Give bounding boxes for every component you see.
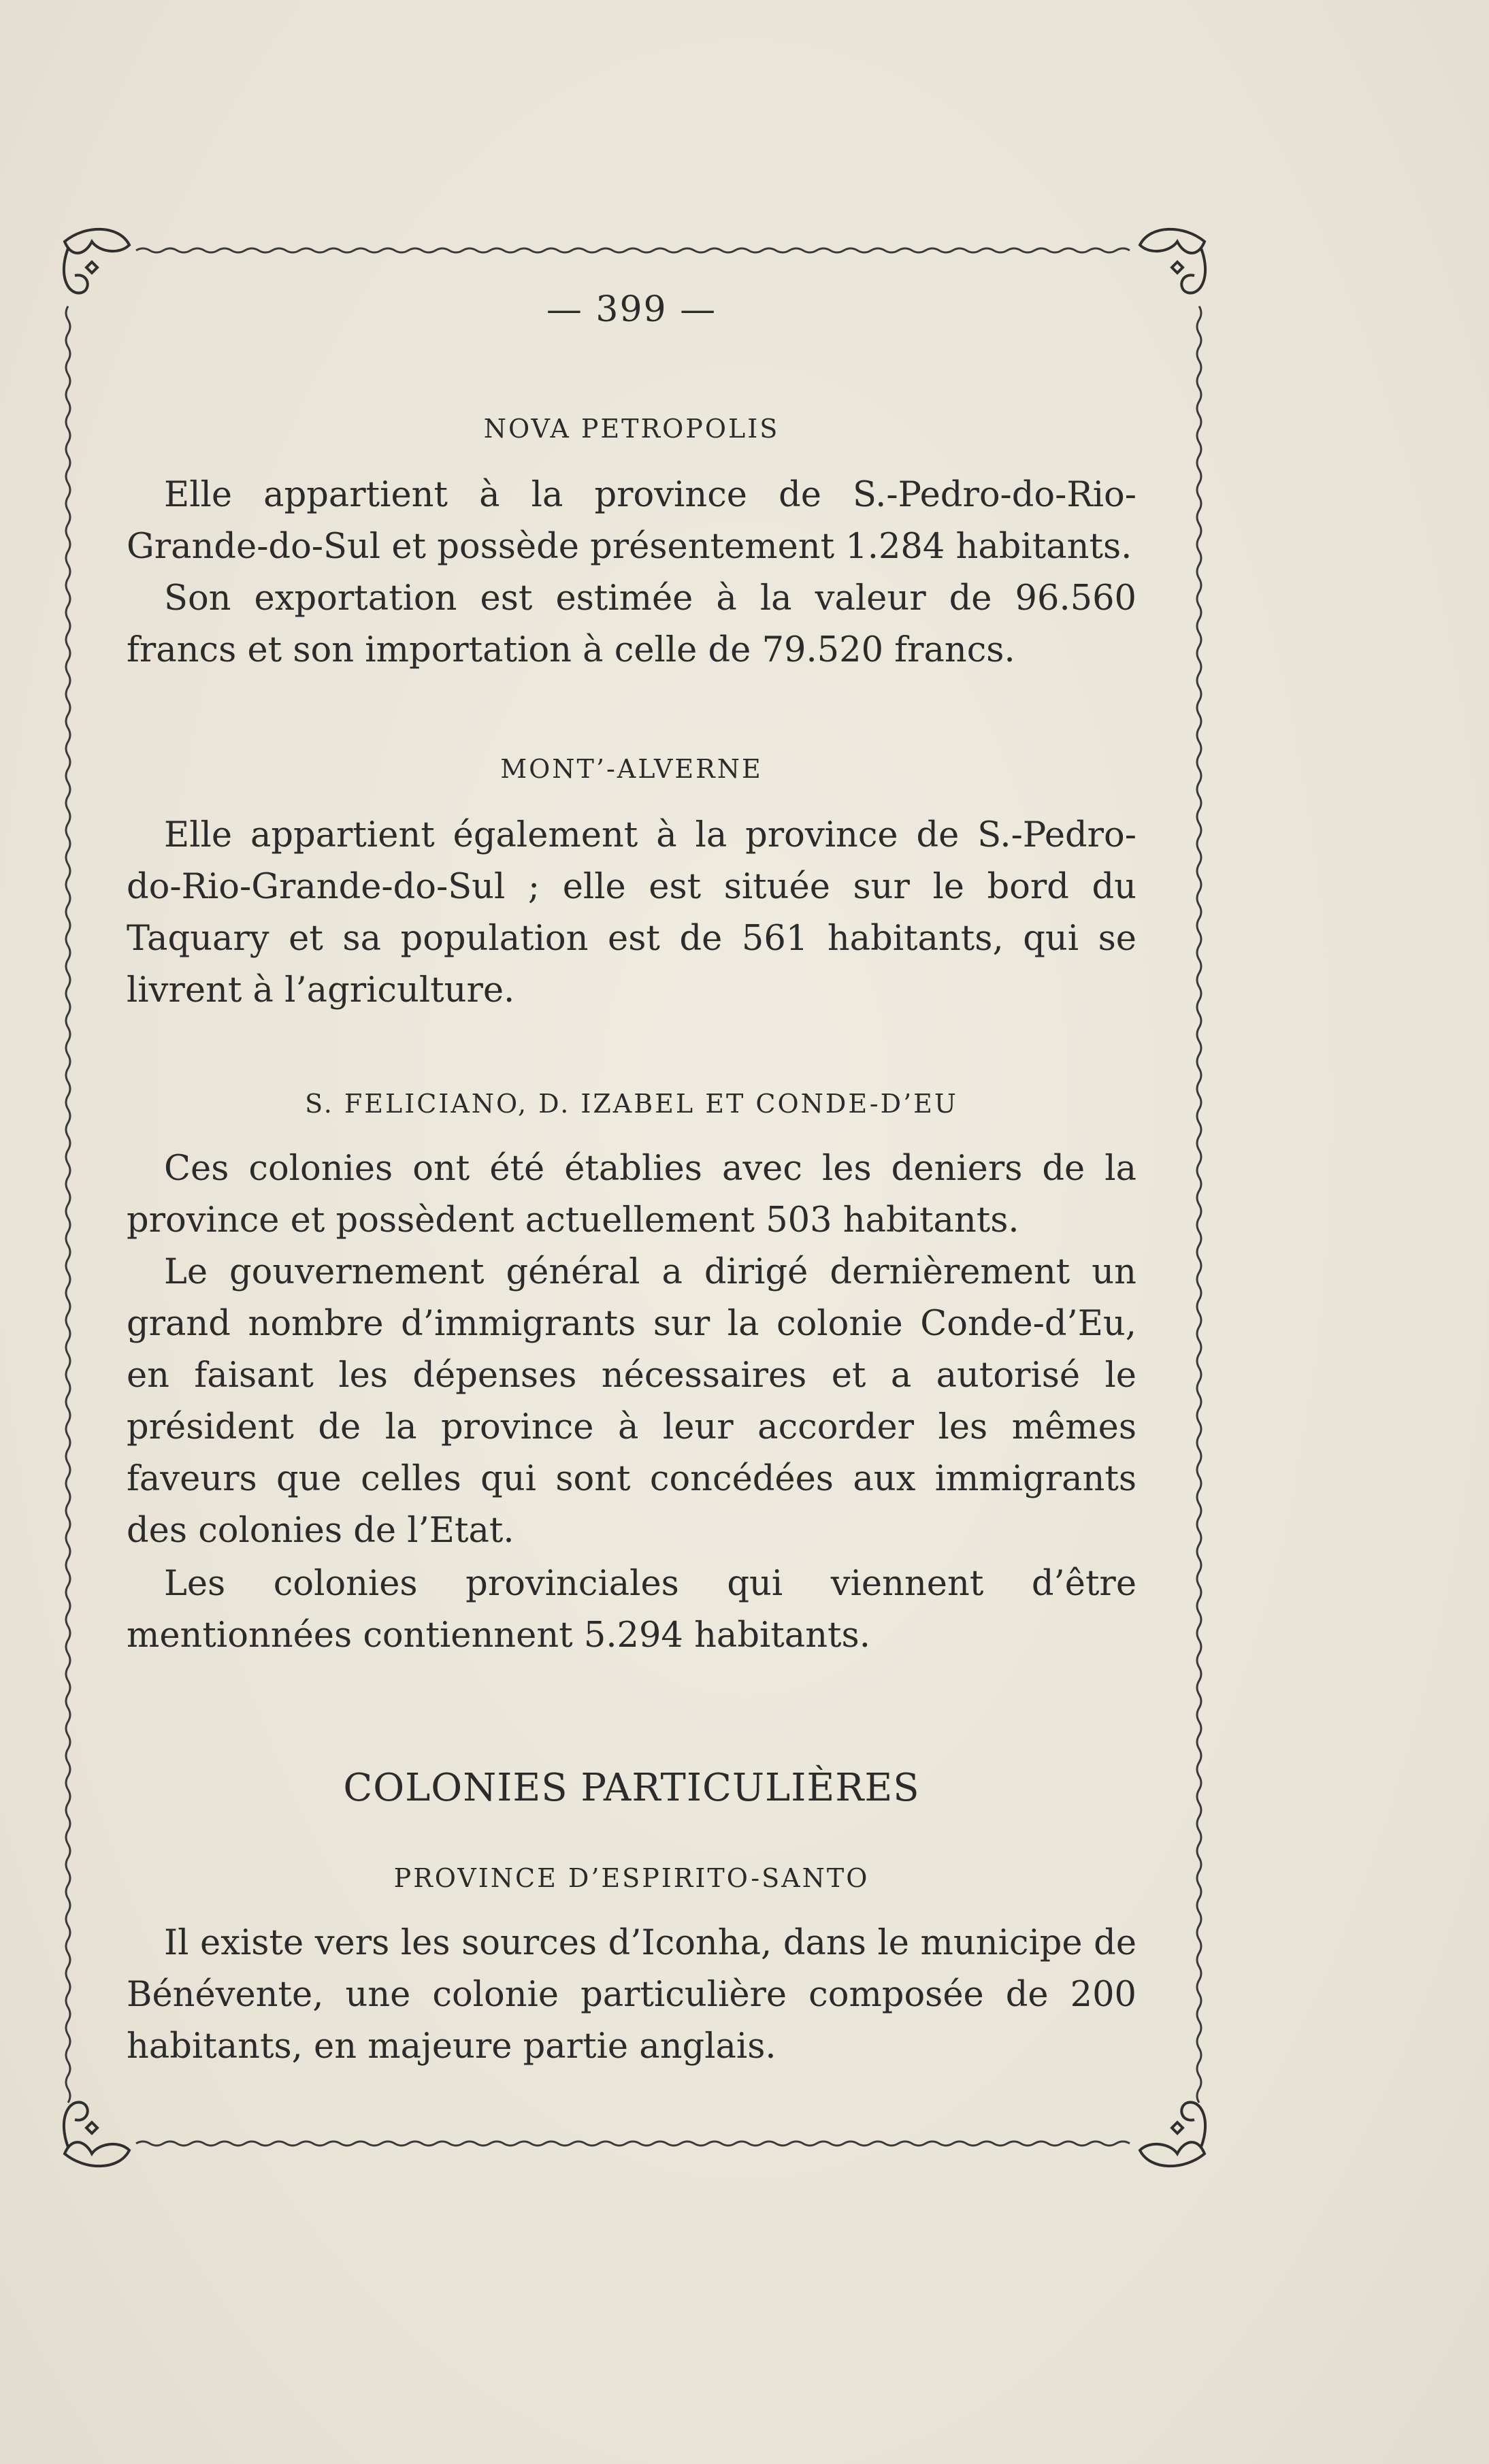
ornament-bottom-right [1140,2102,1205,2166]
ornament-top-left [64,229,129,293]
paragraph: Le gouvernement général a dirigé dernièrement un grand nombre d’immigrants sur la colonie Conde-d’Eu, en faisant les dépenses nécessaires et a autorisé le président de la province à leur accorder les mêmes faveurs que celles qui sont concédées aux immigrants des colonies de l’Etat. [127,1252,1136,1551]
page-number: — 399 — [546,289,717,330]
paragraph: Elle appartient également à la province de S.-Pedro-do-Rio-Grande-do-Sul ; elle est située sur le bord du Taquary et sa population est de 561 habitants, qui se livrent à l’agriculture. [127,815,1136,1011]
paragraph: Ces colonies ont été établies avec les deniers de la province et possèdent actuellement 503 habitants. [127,1149,1136,1241]
frame-top-border [136,248,1130,252]
heading-s-feliciano: S. FELICIANO, D. IZABEL ET CONDE-D’EU [305,1089,958,1119]
frame-bottom-border [136,2141,1130,2146]
heading-colonies-particulieres: COLONIES PARTICULIÈRES [343,1766,920,1810]
heading-nova-petropolis: NOVA PETROPOLIS [483,414,780,444]
ornament-bottom-left [64,2102,129,2166]
frame-left-border [66,306,70,2103]
paragraph: Il existe vers les sources d’Iconha, dans le municipe de Bénévente, une colonie particulière composée de 200 habitants, en majeure partie anglais. [127,1923,1136,2067]
paragraph: Son exportation est estimée à la valeur de 96.560 francs et son importation à celle de 79.520 francs. [127,578,1136,670]
ornament-top-right [1140,229,1205,293]
heading-mont-alverne: MONT’-ALVERNE [500,754,763,784]
frame-right-border [1197,306,1201,2103]
heading-province-espirito-santo: PROVINCE D’ESPIRITO-SANTO [393,1863,870,1893]
paragraph: Elle appartient à la province de S.-Pedro-do-Rio-Grande-do-Sul et possède présentement 1.284 habitants. [127,475,1136,567]
paragraph: Les colonies provinciales qui viennent d’être mentionnées contiennent 5.294 habitants. [127,1564,1136,1656]
